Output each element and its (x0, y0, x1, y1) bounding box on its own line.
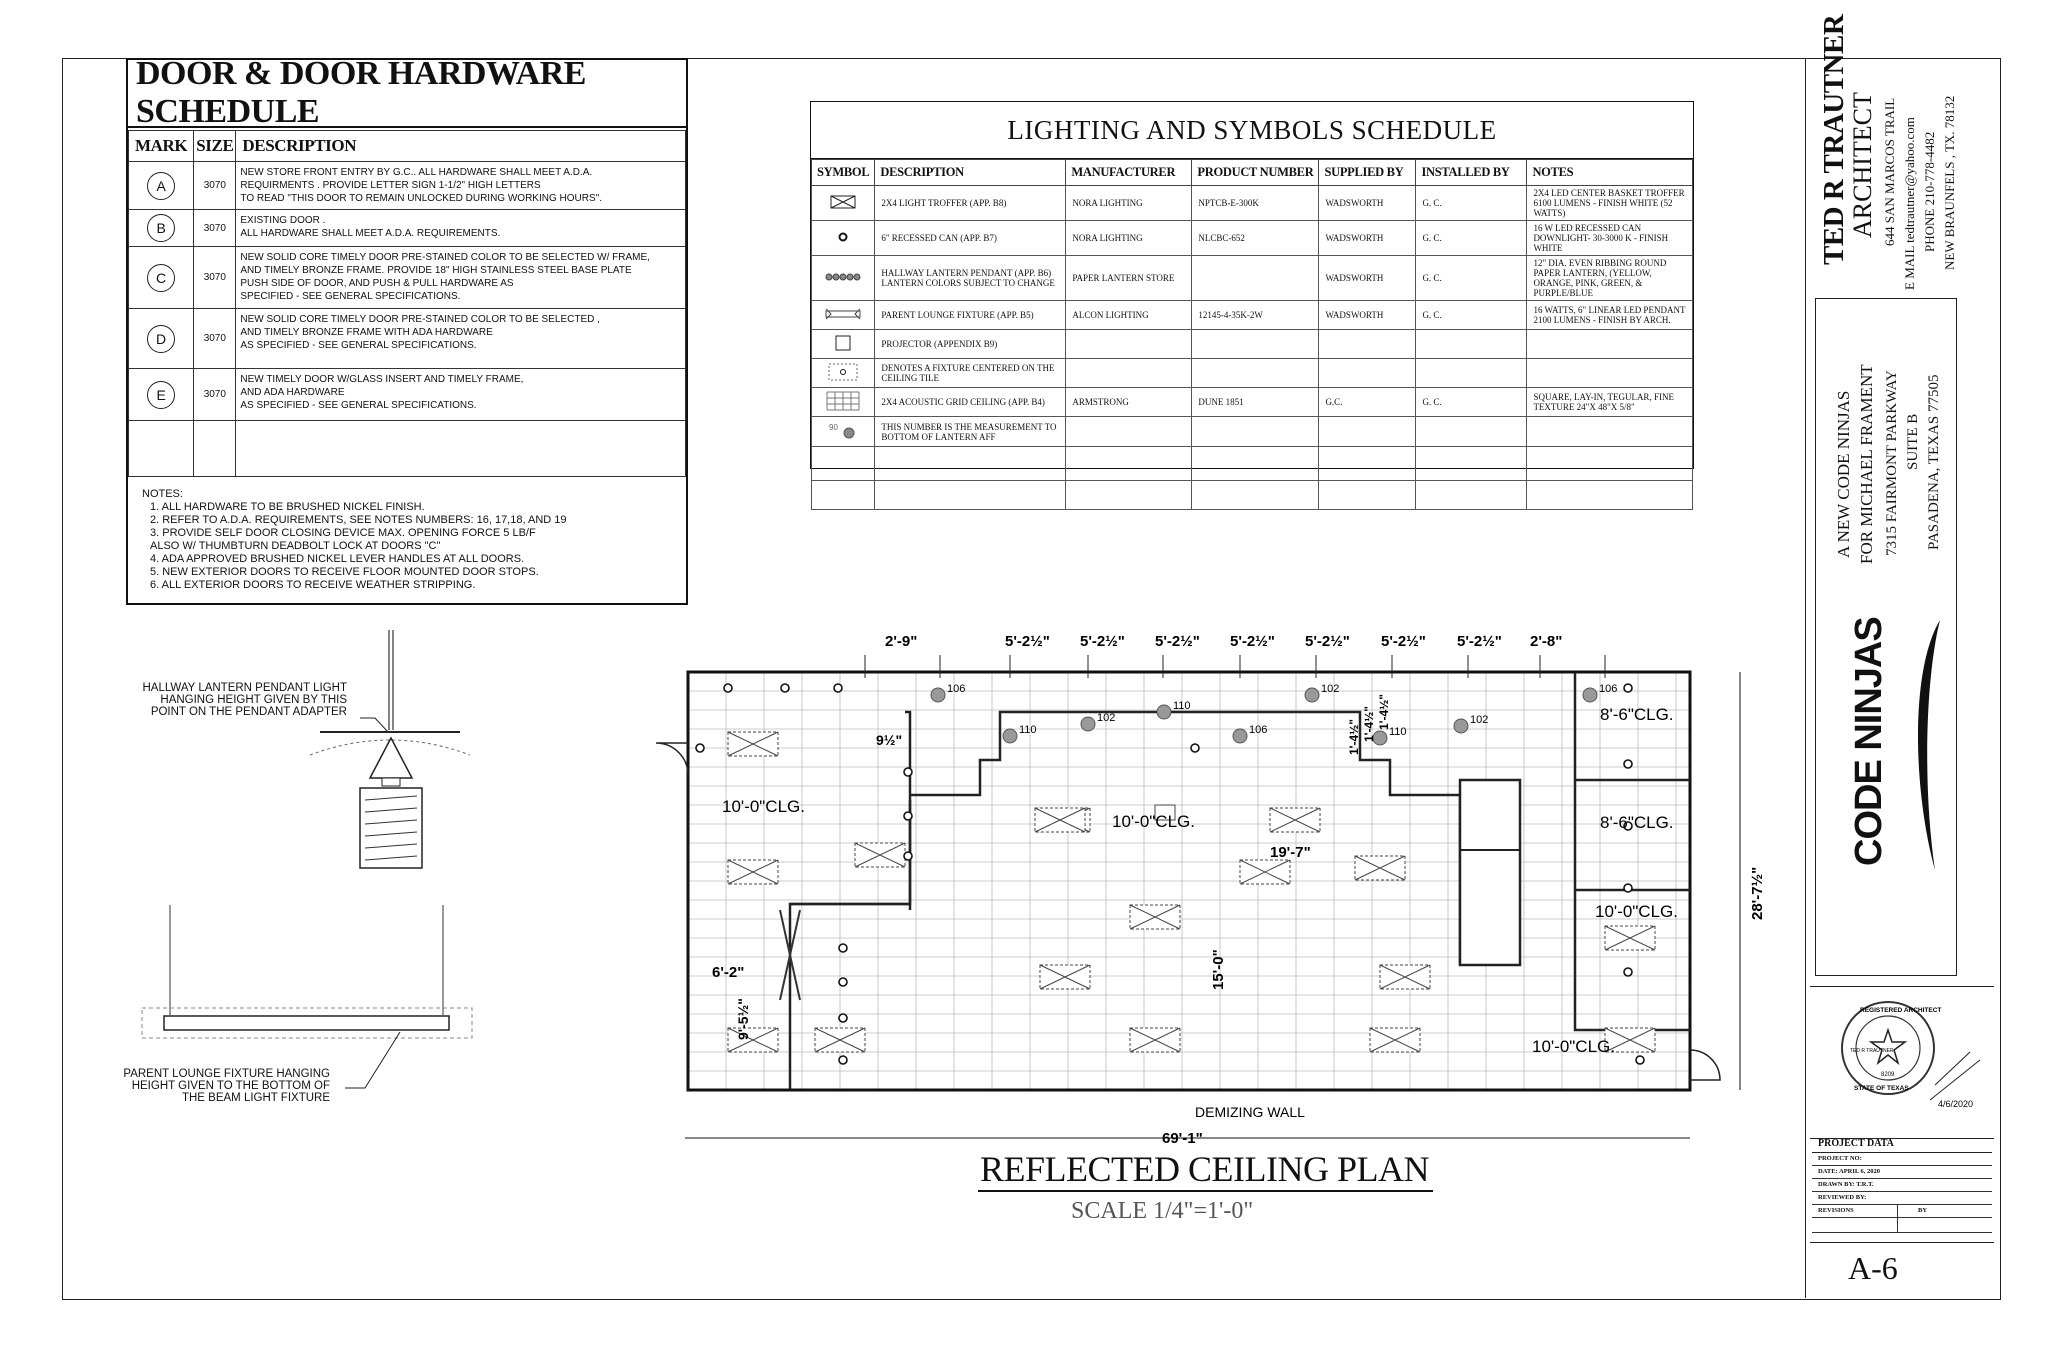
ceiling-label: 10'-0"CLG. (1532, 1037, 1615, 1056)
inner-dimension: 9'-5½" (735, 998, 751, 1040)
lantern-detail-note (132, 682, 347, 718)
lighting-desc: 2X4 ACOUSTIC GRID CEILING (APP. B4) (875, 388, 1066, 417)
lighting-pn: NPTCB-E-300K (1192, 186, 1319, 221)
firm-address: 644 SAN MARCOS TRAIL (1882, 97, 1897, 246)
note-line: HANGING HEIGHT GIVEN BY THIS (160, 694, 347, 706)
symbol-cell (812, 388, 875, 417)
inner-dimension: 1'-4½" (1362, 706, 1376, 742)
seal-text: 8209 (1881, 1072, 1895, 1078)
project-data-line: PROJECT NO: (1812, 1153, 1992, 1166)
door-size: 3070 (194, 162, 236, 210)
lighting-mfr (1066, 359, 1192, 388)
lighting-notes: 16 WATTS, 6" LINEAR LED PENDANT 2100 LUMENS - FINISH BY ARCH. (1527, 301, 1693, 330)
can-light (1191, 744, 1199, 752)
door-description (236, 369, 686, 421)
door-row (129, 210, 686, 247)
project-data-line: DATE: APRIL 6, 2020 (1812, 1166, 1992, 1179)
can-light (904, 812, 912, 820)
architect-seal (1820, 990, 1995, 1120)
by-label: BY (1897, 1205, 1927, 1217)
lighting-row (812, 256, 1693, 301)
door-size: 3070 (194, 210, 236, 247)
description-line: SPECIFIED - SEE GENERAL SPECIFICATIONS. (240, 291, 461, 302)
lantern-height: 110 (1389, 726, 1407, 738)
storage-room (1460, 780, 1520, 965)
ceiling-label: 10'-0"CLG. (1595, 902, 1678, 921)
lantern-pendant (1233, 729, 1247, 743)
symbol-cell (812, 256, 875, 301)
centered-symbol-icon (823, 361, 863, 383)
overall-height-dim: 28'-7½" (1749, 866, 1766, 920)
lighting-col-header: PRODUCT NUMBER (1192, 160, 1319, 186)
lighting-notes (1527, 359, 1693, 388)
lantern-pendant (1454, 719, 1468, 733)
lighting-notes: 16 W LED RECESSED CAN DOWNLIGHT- 30-3000 K - FINISH WHITE (1527, 221, 1693, 256)
description-line: AND ADA HARDWARE (240, 387, 345, 398)
lighting-row (812, 301, 1693, 330)
lighting-inst (1416, 447, 1527, 481)
lighting-desc: PROJECTOR (APPENDIX B9) (875, 330, 1066, 359)
project-line: A NEW CODE NINJAS (1834, 390, 1853, 558)
revisions-blank (1812, 1218, 1992, 1233)
lighting-notes: 12" DIA. EVEN RIBBING ROUND PAPER LANTERN, (YELLOW, ORANGE, PINK, GREEN, & PURPLE/BLUE (1527, 256, 1693, 301)
room-wall (1575, 780, 1690, 890)
project-line: 7315 FAIRMONT PARKWAY (1884, 370, 1900, 556)
projector-symbol-icon (823, 332, 863, 354)
door-mark-cell (129, 309, 194, 369)
blank-symbol (823, 452, 863, 474)
lighting-notes (1527, 447, 1693, 481)
symbol-cell (812, 330, 875, 359)
project-data-line: DRAWN BY: T.R.T. (1812, 1179, 1992, 1192)
description-line: REQUIRMENTS . PROVIDE LETTER SIGN 1-1/2" HIGH LETTERS (240, 180, 541, 191)
can-light (839, 1014, 847, 1022)
lantern-height: 106 (1599, 683, 1618, 695)
lighting-sup (1319, 417, 1416, 447)
symbol-cell (812, 186, 875, 221)
col-header-mark: MARK (129, 131, 194, 162)
lighting-pn (1192, 447, 1319, 481)
revisions-row (1812, 1205, 1992, 1218)
lighting-mfr (1066, 330, 1192, 359)
lighting-col-header: SUPPLIED BY (1319, 160, 1416, 186)
lantern-height: 110 (1173, 700, 1191, 712)
lighting-desc (875, 447, 1066, 481)
project-data-line: REVIEWED BY: (1812, 1192, 1992, 1205)
description-line: AND TIMELY BRONZE FRAME. PROVIDE 18" HIGH STAINLESS STEEL BASE PLATE (240, 265, 632, 276)
lighting-pn (1192, 330, 1319, 359)
parent-symbol-icon (823, 303, 863, 325)
door-row (129, 309, 686, 369)
lantern-pendant (1003, 729, 1017, 743)
lighting-row (812, 481, 1693, 510)
top-dimension: 5'-2½" (1005, 633, 1050, 650)
lighting-pn (1192, 359, 1319, 388)
lighting-mfr (1066, 417, 1192, 447)
top-dimension: 2'-8" (1530, 633, 1563, 650)
lantern-pendant (1157, 705, 1171, 719)
symbol-cell (812, 481, 875, 510)
lighting-desc: THIS NUMBER IS THE MEASUREMENT TO BOTTOM OF LANTERN AFF (875, 417, 1066, 447)
inner-dimension: 15'-0" (1210, 949, 1227, 990)
firm-city: NEW BRAUNFELS , TX. 78132 (1942, 95, 1957, 270)
description-line: PUSH SIDE OF DOOR, AND PUSH & PULL HARDWARE AS (240, 278, 514, 289)
symbol-cell (812, 447, 875, 481)
lighting-schedule-table (811, 159, 1693, 510)
symbol-cell (812, 221, 875, 256)
lantern-pendant (1081, 717, 1095, 731)
symbol-cell (812, 301, 875, 330)
can-light (1624, 968, 1632, 976)
top-dimension: 2'-9" (885, 633, 918, 650)
note-line: ALSO W/ THUMBTURN DEADBOLT LOCK AT DOORS "C" (150, 540, 441, 552)
divider (1810, 986, 1994, 987)
lighting-notes: 2X4 LED CENTER BASKET TROFFER 6100 LUMENS - FINISH WHITE (52 WATTS) (1527, 186, 1693, 221)
lighting-row (812, 388, 1693, 417)
project-line: FOR MICHAEL FRAMENT (1857, 364, 1876, 564)
ceiling-label: 8'-6"CLG. (1600, 813, 1674, 832)
lighting-pn: 12145-4-35K-2W (1192, 301, 1319, 330)
project-line: SUITE B (1905, 413, 1921, 470)
lighting-sup: WADSWORTH (1319, 256, 1416, 301)
note-line: 3. PROVIDE SELF DOOR CLOSING DEVICE MAX. OPENING FORCE 5 LB/F (150, 527, 536, 539)
door-mark-cell (129, 369, 194, 421)
firm-role: ARCHITECT (1848, 92, 1877, 238)
note-line: 6. ALL EXTERIOR DOORS TO RECEIVE WEATHER STRIPPING. (150, 579, 476, 591)
inner-dimension: 1'-4½" (1377, 694, 1391, 730)
lighting-mfr: NORA LIGHTING (1066, 221, 1192, 256)
can-light (1624, 884, 1632, 892)
lighting-sup (1319, 447, 1416, 481)
seal-text: TED R TRAUTNER (1850, 1048, 1894, 1054)
col-header-description: DESCRIPTION (236, 131, 686, 162)
lantern-pendant (1583, 688, 1597, 702)
door-swing (1690, 1050, 1720, 1080)
note-line: 4. ADA APPROVED BRUSHED NICKEL LEVER HANDLES AT ALL DOORS. (150, 553, 525, 565)
lighting-row (812, 221, 1693, 256)
lighting-sup: WADSWORTH (1319, 186, 1416, 221)
top-dimension: 5'-2½" (1457, 633, 1502, 650)
seal-text: STATE OF TEXAS (1854, 1085, 1909, 1092)
note-line: HEIGHT GIVEN TO THE BOTTOM OF (131, 1080, 330, 1092)
can-light (839, 978, 847, 986)
firm-name: TED R TRAUTNER (1818, 14, 1850, 265)
seal-date: 4/6/2020 (1938, 1099, 1974, 1109)
door-swing (656, 743, 688, 775)
lighting-col-header: INSTALLED BY (1416, 160, 1527, 186)
door-description (236, 247, 686, 309)
parent-detail-note (112, 1068, 330, 1104)
note-line: PARENT LOUNGE FIXTURE HANGING (123, 1068, 330, 1080)
lighting-pn (1192, 481, 1319, 510)
door-row (129, 247, 686, 309)
lighting-notes (1527, 417, 1693, 447)
lighting-inst (1416, 481, 1527, 510)
can-light (1624, 760, 1632, 768)
door-mark: A (147, 172, 175, 200)
lantern-pendant (1305, 688, 1319, 702)
lighting-mfr: ARMSTRONG (1066, 388, 1192, 417)
can-light (781, 684, 789, 692)
door-size: 3070 (194, 309, 236, 369)
door-mark-cell (129, 162, 194, 210)
door-schedule-title: DOOR & DOOR HARDWARE SCHEDULE (128, 60, 686, 128)
can-light (839, 1056, 847, 1064)
measure-label: 90 (829, 422, 839, 432)
description-line: AS SPECIFIED - SEE GENERAL SPECIFICATIONS. (240, 340, 477, 351)
lighting-notes (1527, 481, 1693, 510)
lighting-notes: SQUARE, LAY-IN, TEGULAR, FINE TEXTURE 24"X 48"X 5/8" (1527, 388, 1693, 417)
lighting-mfr: ALCON LIGHTING (1066, 301, 1192, 330)
lighting-row (812, 417, 1693, 447)
lighting-desc (875, 481, 1066, 510)
lantern-symbol-icon (823, 266, 863, 288)
troffer-symbol-icon (823, 191, 863, 213)
lighting-col-header: NOTES (1527, 160, 1693, 186)
inner-dimension: 1'-4½" (1347, 719, 1361, 755)
lighting-inst: G. C. (1416, 186, 1527, 221)
lighting-inst: G. C. (1416, 388, 1527, 417)
plan-scale: SCALE 1/4"=1'-0" (1071, 1198, 1254, 1224)
note-line: 5. NEW EXTERIOR DOORS TO RECEIVE FLOOR MOUNTED DOOR STOPS. (150, 566, 539, 578)
inner-dimension: 19'-7" (1270, 844, 1311, 861)
inner-dimension: 6'-2" (712, 964, 745, 981)
can-light (724, 684, 732, 692)
lighting-sup: G.C. (1319, 388, 1416, 417)
interior-wall (910, 712, 1460, 965)
door-notes (142, 488, 567, 592)
top-dimension: 5'-2½" (1305, 633, 1350, 650)
door-schedule-table (128, 130, 686, 477)
description-line: ALL HARDWARE SHALL MEET A.D.A. REQUIREMENTS. (240, 228, 501, 239)
col-header-size: SIZE (194, 131, 236, 162)
lighting-mfr (1066, 481, 1192, 510)
door-mark-cell (129, 210, 194, 247)
lighting-inst (1416, 359, 1527, 388)
can-light (1624, 684, 1632, 692)
lighting-inst: G. C. (1416, 256, 1527, 301)
door-mark: C (147, 264, 175, 292)
top-dimension: 5'-2½" (1381, 633, 1426, 650)
plan-title: REFLECTED CEILING PLAN (978, 1148, 1433, 1192)
lighting-inst (1416, 417, 1527, 447)
symbol-cell (812, 359, 875, 388)
door-mark: D (147, 325, 175, 353)
note-line: THE BEAM LIGHT FIXTURE (181, 1092, 330, 1104)
inner-dimension: 9½" (876, 732, 903, 748)
lantern-height: 102 (1097, 712, 1116, 724)
lighting-col-header: DESCRIPTION (875, 160, 1066, 186)
description-line: NEW TIMELY DOOR W/GLASS INSERT AND TIMELY FRAME, (240, 374, 524, 385)
door-size: 3070 (194, 247, 236, 309)
ceiling-label: 10'-0"CLG. (1112, 812, 1195, 831)
lighting-row (812, 330, 1693, 359)
lighting-col-header: MANUFACTURER (1066, 160, 1192, 186)
can-symbol-icon (823, 226, 863, 248)
lighting-inst (1416, 330, 1527, 359)
lighting-schedule-title: LIGHTING AND SYMBOLS SCHEDULE (811, 102, 1693, 159)
description-line: NEW SOLID CORE TIMELY DOOR PRE-STAINED COLOR TO BE SELECTED , (240, 314, 600, 325)
lighting-desc: DENOTES A FIXTURE CENTERED ON THE CEILING TILE (875, 359, 1066, 388)
ceiling-label: 10'-0"CLG. (722, 797, 805, 816)
lighting-inst: G. C. (1416, 301, 1527, 330)
door-mark-cell (129, 247, 194, 309)
sheet-number: A-6 (1848, 1250, 1898, 1286)
door-mark: B (147, 214, 175, 242)
note-line: NOTES: (142, 488, 183, 500)
top-dimension: 5'-2½" (1230, 633, 1275, 650)
door-row (129, 162, 686, 210)
grid-symbol-icon (823, 390, 863, 412)
lighting-notes (1527, 330, 1693, 359)
can-light (904, 768, 912, 776)
can-light (839, 944, 847, 952)
description-line: NEW SOLID CORE TIMELY DOOR PRE-STAINED COLOR TO BE SELECTED W/ FRAME, (240, 252, 650, 263)
lighting-desc: 6" RECESSED CAN (APP. B7) (875, 221, 1066, 256)
can-light (834, 684, 842, 692)
door-description (236, 309, 686, 369)
can-light (1636, 1056, 1644, 1064)
lighting-pn (1192, 256, 1319, 301)
revisions-label: REVISIONS (1818, 1207, 1854, 1214)
lantern-height: 106 (1249, 724, 1268, 736)
description-line: TO READ "THIS DOOR TO REMAIN UNLOCKED DURING WORKING HOURS". (240, 193, 602, 204)
lighting-row (812, 447, 1693, 481)
can-light (696, 744, 704, 752)
door-description (236, 210, 686, 247)
description-line: NEW STORE FRONT ENTRY BY G.C.. ALL HARDWARE SHALL MEET A.D.A. (240, 167, 593, 178)
lantern-height: 102 (1470, 714, 1489, 726)
lighting-pn: DUNE 1851 (1192, 388, 1319, 417)
blank-symbol (823, 483, 863, 505)
project-line: PASADENA, TEXAS 77505 (1926, 374, 1942, 550)
measure-symbol-icon (823, 420, 863, 442)
lighting-mfr: NORA LIGHTING (1066, 186, 1192, 221)
symbol-cell (812, 417, 875, 447)
lantern-pendant (931, 688, 945, 702)
code-ninjas-logo (1905, 610, 1945, 875)
door-description (236, 162, 686, 210)
door-row (129, 369, 686, 421)
project-data (1812, 1138, 1992, 1233)
firm-phone: PHONE 210-778-4482 (1922, 131, 1937, 252)
project-data-heading: PROJECT DATA (1812, 1138, 1992, 1153)
can-light (904, 852, 912, 860)
note-line: 1. ALL HARDWARE TO BE BRUSHED NICKEL FINISH. (150, 501, 425, 513)
lighting-sup (1319, 359, 1416, 388)
lighting-col-header: SYMBOL (812, 160, 875, 186)
seal-text: REGISTERED ARCHITECT (1860, 1007, 1942, 1014)
lighting-sup (1319, 481, 1416, 510)
firm-email: E MAIL tedtrautner@yahoo.com (1902, 117, 1917, 290)
lantern-height: 110 (1019, 724, 1037, 736)
project-name: CODE NINJAS (1848, 617, 1890, 866)
top-dimension: 5'-2½" (1155, 633, 1200, 650)
lighting-inst: G. C. (1416, 221, 1527, 256)
lighting-symbols-schedule (810, 101, 1694, 469)
lighting-mfr: PAPER LANTERN STORE (1066, 256, 1192, 301)
lighting-desc: 2X4 LIGHT TROFFER (APP. B8) (875, 186, 1066, 221)
divider (1810, 1242, 1994, 1243)
lighting-row (812, 359, 1693, 388)
lantern-height: 102 (1321, 683, 1340, 695)
lighting-sup (1319, 330, 1416, 359)
lighting-sup: WADSWORTH (1319, 301, 1416, 330)
note-line: 2. REFER TO A.D.A. REQUIREMENTS, SEE NOTES NUMBERS: 16, 17,18, AND 19 (150, 514, 567, 526)
overall-width-dim: 69'-1" (1162, 1130, 1203, 1147)
lantern-height: 106 (947, 683, 966, 695)
lighting-pn: NLCBC-652 (1192, 221, 1319, 256)
lighting-pn (1192, 417, 1319, 447)
demizing-wall-label: DEMIZING WALL (1195, 1104, 1305, 1120)
lighting-mfr (1066, 447, 1192, 481)
door-size: 3070 (194, 369, 236, 421)
door-mark: E (147, 381, 175, 409)
top-dimension: 5'-2½" (1080, 633, 1125, 650)
description-line: AND TIMELY BRONZE FRAME WITH ADA HARDWARE (240, 327, 493, 338)
lighting-row (812, 186, 1693, 221)
description-line: EXISTING DOOR . (240, 215, 326, 226)
reflected-ceiling-plan (640, 620, 1780, 1160)
door-hardware-schedule (126, 55, 688, 605)
lighting-desc: HALLWAY LANTERN PENDANT (APP. B6) LANTERN COLORS SUBJECT TO CHANGE (875, 256, 1066, 301)
note-line: HALLWAY LANTERN PENDANT LIGHT (142, 682, 347, 694)
description-line: AS SPECIFIED - SEE GENERAL SPECIFICATIONS. (240, 400, 477, 411)
ceiling-label: 8'-6"CLG. (1600, 705, 1674, 724)
note-line: POINT ON THE PENDANT ADAPTER (150, 706, 347, 718)
lighting-sup: WADSWORTH (1319, 221, 1416, 256)
lighting-desc: PARENT LOUNGE FIXTURE (APP. B5) (875, 301, 1066, 330)
